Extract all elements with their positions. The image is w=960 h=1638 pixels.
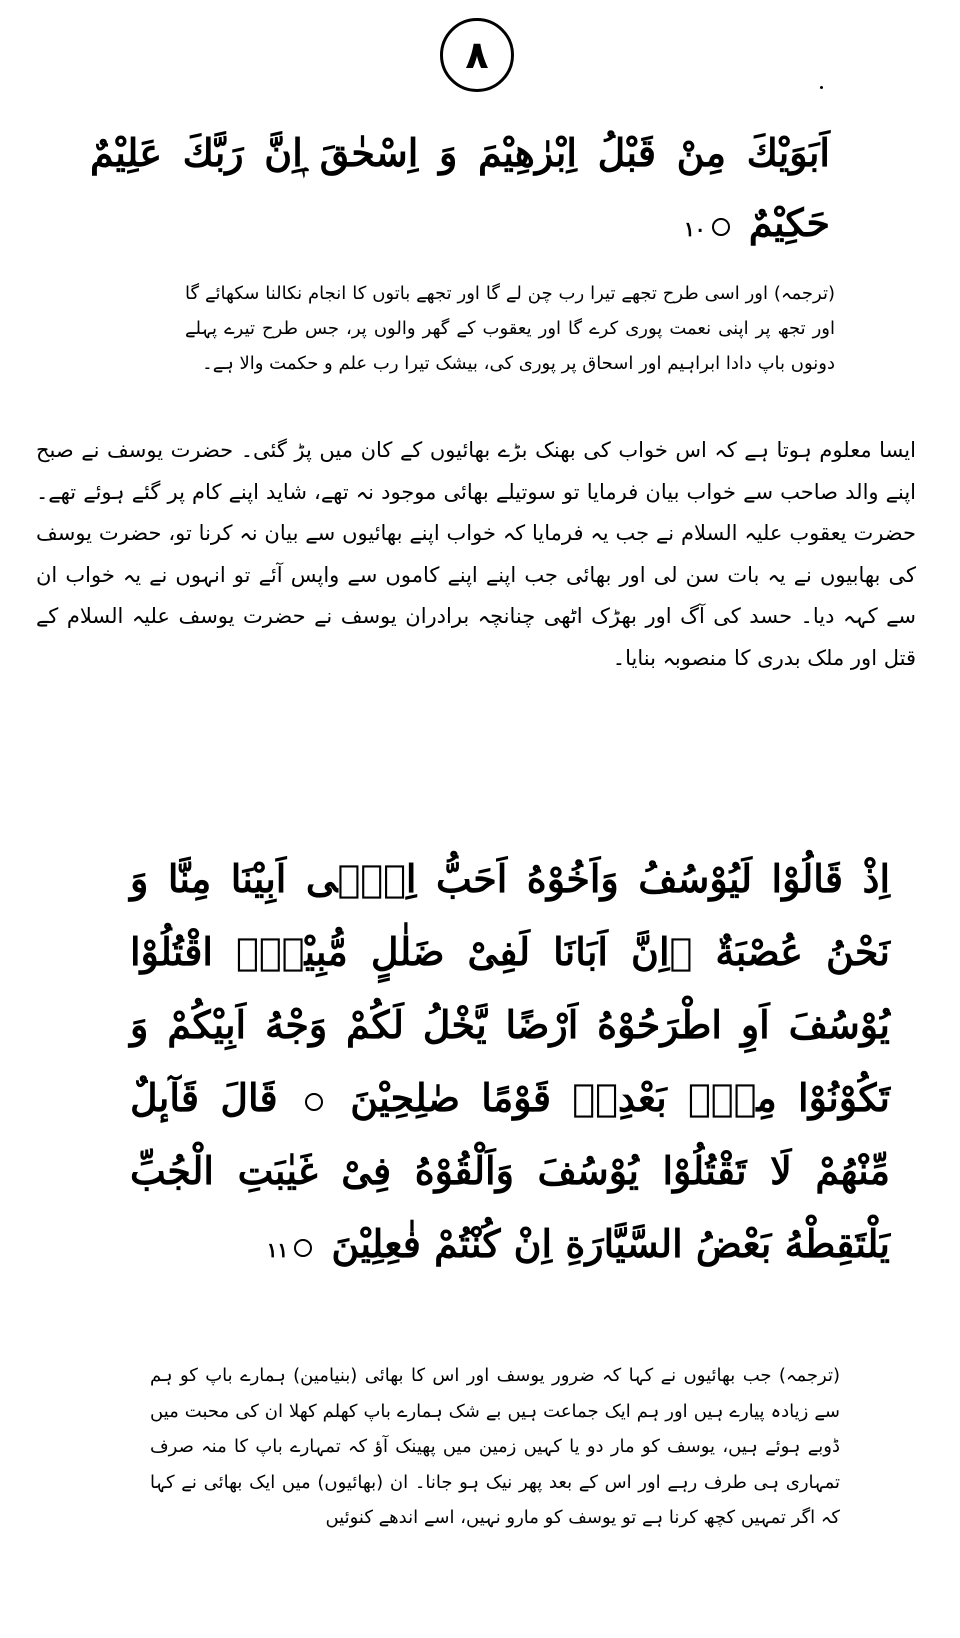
quran-verse-10 [90, 118, 830, 264]
verse-11-number: ۱۱ [266, 1238, 289, 1262]
translation-11: (ترجمہ) جب بھائیوں نے کہا کہ ضرور یوسف اور اس کا بھائی (بنیامین) ہمارے باپ کو ہم سے زیادہ پیارے ہیں اور ہم ایک جماعت ہیں بے شک ہمارے باپ کھلم کھلا ان کی محبت میں ڈوبے ہوئے ہیں، یوسف کو مار دو یا کہیں زمین میں پھینک آؤ کہ تمہارے باپ کا منہ صرف تمہاری ہی طرف رہے اور اس کے بعد پھر نیک ہو جانا۔ ان (بھائیوں) میں ایک بھائی نے کہا کہ اگر تمہیں کچھ کرنا ہے تو یوسف کو مارو نہیں، اسے اندھے کنوئیں [150, 1365, 840, 1528]
quran-verses-11 [130, 842, 890, 1287]
speck [820, 86, 823, 89]
translation-10: (ترجمہ) اور اسی طرح تجھے تیرا رب چن لے گا اور تجھے باتوں کا انجام نکالنا سکھائے گا اور تجھ پر اپنی نعمت پوری کرے گا اور یعقوب کے گھر والوں پر، جس طرح تیرے پہلے دونوں باپ دادا ابراہیم اور اسحاق پر پوری کی، بیشک تیرا رب علم و حکمت والا ہے۔ [185, 283, 835, 374]
verse-10-text: اَبَوَیْكَ مِنْ قَبْلُ اِبْرٰهِیْمَ وَ اِسْحٰقَ ۭاِنَّ رَبَّكَ عَلِیْمٌ حَكِیْمٌ [90, 130, 830, 245]
commentary-paragraph: ایسا معلوم ہوتا ہے کہ اس خواب کی بھنک بڑے بھائیوں کے کان میں پڑ گئی۔ حضرت یوسف نے صبح اپنے والد صاحب سے خواب بیان فرمایا تو سوتیلے بھائی موجود نہ تھے، شاید اپنے کام پر گئے ہوئے تھے۔ حضرت یعقوب علیہ السلام نے جب یہ فرمایا کہ خواب اپنے بھائیوں سے بیان نہ کرنا تو، حضرت یوسف کی بھابیوں نے یہ بات سن لی اور بھائی جب اپنے اپنے کاموں سے واپس آئے تو انہوں نے یہ خواب ان سے کہہ دیا۔ حسد کی آگ اور بھڑک اٹھی چنانچہ برادران یوسف نے حضرت یوسف علیہ السلام کے قتل اور ملک بدری کا منصوبہ بنایا۔ [36, 438, 916, 670]
verse-end-circle-icon [712, 218, 730, 236]
verse-end-circle-icon [294, 1239, 312, 1257]
verse-10b-text: قَالَ قَآىٕلٌ مِّنْهُمْ لَا تَقْتُلُوْا یُوْسُفَ وَاَلْقُوْهُ فِیْ غَیٰبَتِ الْجُبِّ یَلْتَقِطْهُ بَعْضُ السَّیَّارَةِ اِنْ كُنْتُمْ فٰعِلِیْنَ [130, 1075, 890, 1266]
page-number: ٨ [440, 18, 514, 92]
verse-9-text: اِذْ قَالُوْا لَیُوْسُفُ وَاَخُوْهُ اَحَبُّ اِلٰۤى اَبِیْنَا مِنَّا وَ نَحْنُ عُصْبَةٌ ۭاِنَّ اَبَانَا لَفِیْ ضَلٰلٍ مُّبِیْنِۙ اقْتُلُوْا یُوْسُفَ اَوِ اطْرَحُوْهُ اَرْضًا یَّخْلُ لَكُمْ وَجْهُ اَبِیْكُمْ وَ تَكُوْنُوْا مِنْۢ بَعْدِهٖ قَوْمًا صٰلِحِیْنَ [130, 856, 890, 1120]
verse-10-number: ۱۰ [684, 217, 706, 241]
verse-end-circle-icon [305, 1093, 323, 1111]
